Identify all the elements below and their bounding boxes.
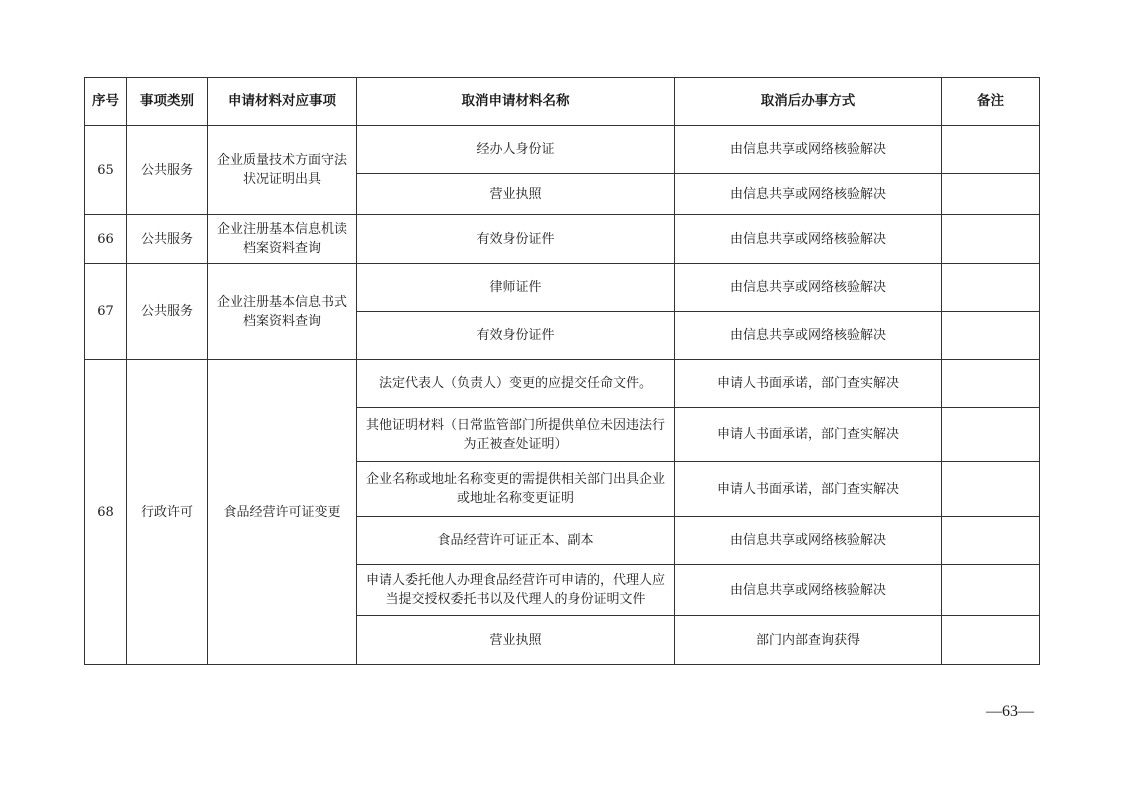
cell-method: 由信息共享或网络核验解决 [675, 565, 942, 616]
cell-seq: 68 [85, 360, 127, 665]
cell-material: 营业执照 [357, 174, 675, 215]
cell-note [942, 312, 1040, 360]
table-row [85, 126, 1040, 174]
cell-method: 由信息共享或网络核验解决 [675, 174, 942, 215]
cell-category: 行政许可 [127, 360, 208, 665]
cell-method: 由信息共享或网络核验解决 [675, 517, 942, 565]
cell-note [942, 215, 1040, 264]
cell-material: 律师证件 [357, 264, 675, 312]
cell-material: 食品经营许可证正本、副本 [357, 517, 675, 565]
cell-method: 申请人书面承诺，部门查实解决 [675, 462, 942, 517]
cell-method: 部门内部查询获得 [675, 616, 942, 665]
cell-note [942, 174, 1040, 215]
header-category: 事项类别 [127, 78, 208, 126]
cell-method: 申请人书面承诺，部门查实解决 [675, 408, 942, 462]
cell-method: 由信息共享或网络核验解决 [675, 264, 942, 312]
cell-material: 有效身份证件 [357, 312, 675, 360]
table-row [85, 264, 1040, 312]
cell-method: 由信息共享或网络核验解决 [675, 126, 942, 174]
cell-note [942, 126, 1040, 174]
cell-note [942, 517, 1040, 565]
cell-category: 公共服务 [127, 215, 208, 264]
header-matter: 申请材料对应事项 [208, 78, 357, 126]
header-seq: 序号 [85, 78, 127, 126]
header-material: 取消申请材料名称 [357, 78, 675, 126]
cell-note [942, 462, 1040, 517]
cell-note [942, 360, 1040, 408]
cell-method: 由信息共享或网络核验解决 [675, 312, 942, 360]
cell-matter: 食品经营许可证变更 [208, 360, 357, 665]
cell-method: 由信息共享或网络核验解决 [675, 215, 942, 264]
cell-material: 其他证明材料（日常监管部门所提供单位未因违法行为正被查处证明） [357, 408, 675, 462]
header-note: 备注 [942, 78, 1040, 126]
cell-seq: 66 [85, 215, 127, 264]
cell-matter: 企业注册基本信息机读档案资料查询 [208, 215, 357, 264]
table-row [85, 360, 1040, 408]
cell-category: 公共服务 [127, 264, 208, 360]
cell-material: 企业名称或地址名称变更的需提供相关部门出具企业或地址名称变更证明 [357, 462, 675, 517]
header-method: 取消后办事方式 [675, 78, 942, 126]
cell-seq: 65 [85, 126, 127, 215]
cell-matter: 企业质量技术方面守法状况证明出具 [208, 126, 357, 215]
cell-note [942, 408, 1040, 462]
cell-note [942, 565, 1040, 616]
page-number: —63— [986, 703, 1034, 720]
cell-material: 营业执照 [357, 616, 675, 665]
cell-seq: 67 [85, 264, 127, 360]
materials-table [84, 77, 1040, 665]
cell-note [942, 616, 1040, 665]
header-row [85, 78, 1040, 126]
cell-note [942, 264, 1040, 312]
cell-material: 申请人委托他人办理食品经营许可申请的，代理人应当提交授权委托书以及代理人的身份证明文件 [357, 565, 675, 616]
cell-matter: 企业注册基本信息书式档案资料查询 [208, 264, 357, 360]
cell-material: 经办人身份证 [357, 126, 675, 174]
table-row [85, 215, 1040, 264]
cell-category: 公共服务 [127, 126, 208, 215]
cell-material: 法定代表人（负责人）变更的应提交任命文件。 [357, 360, 675, 408]
cell-method: 申请人书面承诺，部门查实解决 [675, 360, 942, 408]
cell-material: 有效身份证件 [357, 215, 675, 264]
